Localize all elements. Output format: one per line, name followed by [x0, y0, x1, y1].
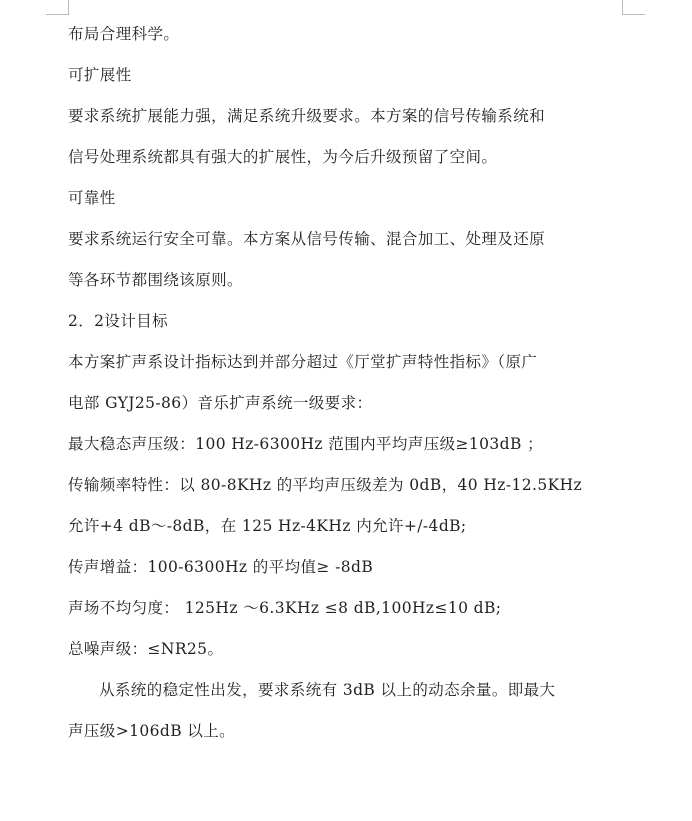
spec-frequency-response: 传输频率特性：以 80-8KHz 的平均声压级差为 0dB，40 Hz-12.5KHz: [68, 476, 583, 494]
spec-field-uniformity: 声场不均匀度： 125Hz ～6.3KHz ≤8 dB,100Hz≤10 dB;: [68, 599, 502, 617]
text-line: 电部 GYJ25-86）音乐扩声系统一级要求：: [68, 394, 373, 412]
text-line: 允许+4 dB～-8dB，在 125 Hz-4KHz 内允许+/-4dB;: [68, 517, 467, 535]
text-line: 要求系统运行安全可靠。本方案从信号传输、混合加工、处理及还原: [68, 230, 546, 248]
document-page: [68, 22, 628, 760]
spec-max-spl: 最大稳态声压级：100 Hz-6300Hz 范围内平均声压级≥103dB ；: [68, 435, 544, 453]
spec-transmission-gain: 传声增益：100-6300Hz 的平均值≥ -8dB: [68, 558, 374, 576]
crop-mark-top-left: [46, 0, 69, 15]
section-heading-design-goals: 2．2设计目标: [68, 312, 169, 330]
text-line: 声压级>106dB 以上。: [68, 722, 236, 740]
text-line: 信号处理系统都具有强大的扩展性，为今后升级预留了空间。: [68, 148, 498, 166]
section-heading-scalability: 可扩展性: [68, 66, 132, 84]
crop-mark-top-right: [622, 0, 645, 15]
text-line: 从系统的稳定性出发，要求系统有 3dB 以上的动态余量。即最大: [99, 681, 556, 699]
text-line: 要求系统扩展能力强，满足系统升级要求。本方案的信号传输系统和: [68, 107, 546, 125]
text-line: 等各环节都围绕该原则。: [68, 271, 243, 289]
section-heading-reliability: 可靠性: [68, 189, 116, 207]
text-line: 本方案扩声系设计指标达到并部分超过《厅堂扩声特性指标》（原广: [68, 353, 538, 371]
spec-total-noise: 总噪声级：≤NR25。: [68, 640, 224, 658]
text-line: 布局合理科学。: [68, 25, 180, 43]
